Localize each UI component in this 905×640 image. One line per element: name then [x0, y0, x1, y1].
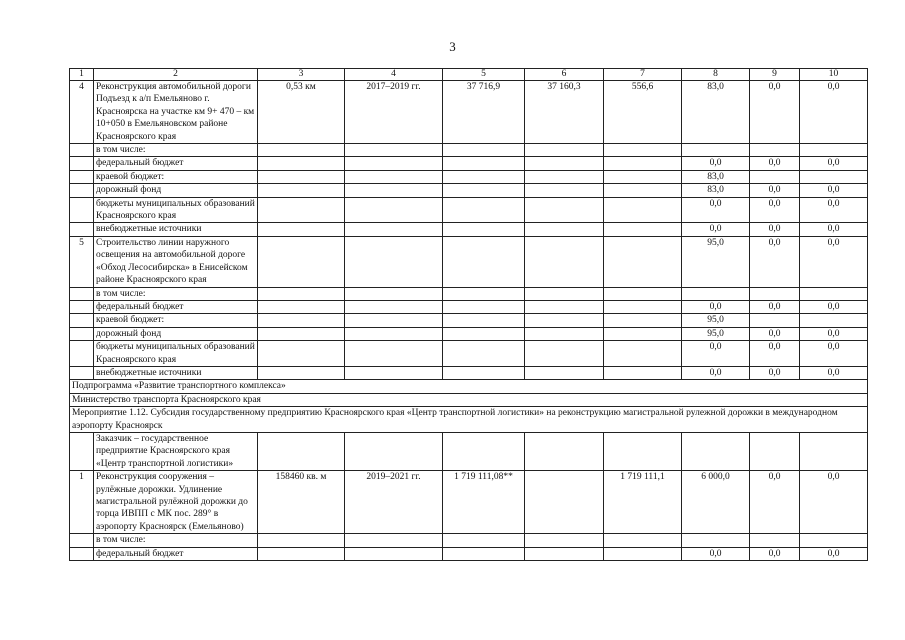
table-row [70, 341, 868, 367]
value-cell: 0,0 [682, 341, 750, 367]
subprogram-row [70, 380, 868, 393]
value-cell: 0,0 [800, 157, 868, 170]
table-row [70, 184, 868, 197]
funding-label: в том числе: [94, 287, 258, 300]
table-row [70, 534, 868, 547]
value-cell: 0,0 [682, 547, 750, 560]
value-cell: 0,0 [800, 547, 868, 560]
value-cell [800, 314, 868, 327]
value-cell: 0,0 [750, 184, 800, 197]
value-cell: 0,0 [750, 327, 800, 340]
table-row [70, 197, 868, 223]
value-cell [750, 144, 800, 157]
page-number: 3 [449, 39, 456, 54]
value-cell: 37 160,3 [525, 81, 604, 144]
value-cell [682, 144, 750, 157]
funding-label: краевой бюджет: [94, 314, 258, 327]
table-row [70, 144, 868, 157]
value-cell: 0,0 [800, 366, 868, 379]
capacity-cell: 158460 кв. м [258, 471, 345, 534]
value-cell: 0,0 [750, 366, 800, 379]
budget-table [69, 68, 868, 561]
subprogram-title: Подпрограмма «Развитие транспортного комплекса» [70, 380, 868, 393]
customer-label: Заказчик – государственное предприятие Красноярского края «Центр транспортной логистики» [94, 432, 258, 470]
value-cell [800, 287, 868, 300]
value-cell [800, 144, 868, 157]
value-cell: 95,0 [682, 314, 750, 327]
value-cell [750, 287, 800, 300]
header-cell: 5 [443, 69, 525, 81]
project-name: Реконструкция автомобильной дороги Подъезд к а/п Емельяново г. Красноярска на участке км 9+ 470 – км 10+050 в Емельяновском районе Красноярского края [94, 81, 258, 144]
funding-label: федеральный бюджет [94, 157, 258, 170]
funding-label: бюджеты муниципальных образований Красноярского края [94, 197, 258, 223]
value-cell: 0,0 [682, 366, 750, 379]
value-cell: 0,0 [750, 341, 800, 367]
value-cell [750, 534, 800, 547]
value-cell: 95,0 [682, 236, 750, 287]
value-cell: 95,0 [682, 327, 750, 340]
value-cell: 0,0 [750, 197, 800, 223]
table-row [70, 300, 868, 313]
value-cell: 83,0 [682, 184, 750, 197]
value-cell: 556,6 [604, 81, 682, 144]
funding-label: в том числе: [94, 144, 258, 157]
value-cell: 6 000,0 [682, 471, 750, 534]
value-cell [682, 534, 750, 547]
value-cell: 0,0 [682, 223, 750, 236]
value-cell: 0,0 [800, 223, 868, 236]
value-cell: 0,0 [750, 471, 800, 534]
row-number: 5 [70, 236, 94, 287]
capacity-cell: 0,53 км [258, 81, 345, 144]
value-cell: 83,0 [682, 170, 750, 183]
header-cell: 6 [525, 69, 604, 81]
cost-cell: 1 719 111,08** [443, 471, 525, 534]
value-cell: 0,0 [800, 300, 868, 313]
measure-title: Мероприятие 1.12. Субсидия государственному предприятию Красноярского края «Центр транспортной логистики» на реконструкцию магистральной рулежной дорожки в международном аэропорту Красноярск [70, 407, 868, 433]
value-cell: 0,0 [750, 547, 800, 560]
funding-label: краевой бюджет: [94, 170, 258, 183]
value-cell: 0,0 [750, 236, 800, 287]
value-cell [525, 471, 604, 534]
funding-label: в том числе: [94, 534, 258, 547]
value-cell: 0,0 [800, 327, 868, 340]
ministry-row [70, 393, 868, 406]
value-cell [750, 170, 800, 183]
project-name: Строительство линии наружного освещения на автомобильной дороге «Обход Лесосибирска» в Енисейском районе Красноярского края [94, 236, 258, 287]
value-cell: 0,0 [800, 341, 868, 367]
funding-label: бюджеты муниципальных образований Красноярского края [94, 341, 258, 367]
value-cell [800, 170, 868, 183]
period-cell: 2017–2019 гг. [345, 81, 443, 144]
header-cell: 8 [682, 69, 750, 81]
table-row [70, 471, 868, 534]
table-row [70, 366, 868, 379]
table-row [70, 547, 868, 560]
header-cell: 7 [604, 69, 682, 81]
value-cell: 0,0 [750, 300, 800, 313]
table-row [70, 223, 868, 236]
value-cell: 0,0 [800, 184, 868, 197]
period-cell: 2019–2021 гг. [345, 471, 443, 534]
value-cell [750, 314, 800, 327]
value-cell: 0,0 [800, 197, 868, 223]
table-row [70, 81, 868, 144]
row-number: 4 [70, 81, 94, 144]
table-row [70, 236, 868, 287]
table-row [70, 327, 868, 340]
header-cell: 9 [750, 69, 800, 81]
header-cell: 3 [258, 69, 345, 81]
table-row [70, 157, 868, 170]
funding-label: внебюджетные источники [94, 366, 258, 379]
measure-row [70, 407, 868, 433]
funding-label: федеральный бюджет [94, 547, 258, 560]
header-cell: 2 [94, 69, 258, 81]
value-cell: 0,0 [682, 157, 750, 170]
table-row [70, 314, 868, 327]
funding-label: дорожный фонд [94, 184, 258, 197]
cost-cell: 37 716,9 [443, 81, 525, 144]
header-cell: 1 [70, 69, 94, 81]
funding-label: внебюджетные источники [94, 223, 258, 236]
value-cell [800, 534, 868, 547]
funding-label: дорожный фонд [94, 327, 258, 340]
value-cell: 0,0 [800, 236, 868, 287]
project-name: Реконструкция сооружения – рулёжные дорожки. Удлинение магистральной рулёжной дорожки до торца ИВПП с МК пос. 289° в аэропорту Красноярск (Емельяново) [94, 471, 258, 534]
value-cell: 0,0 [750, 223, 800, 236]
value-cell: 83,0 [682, 81, 750, 144]
value-cell: 0,0 [750, 81, 800, 144]
value-cell: 0,0 [800, 81, 868, 144]
value-cell: 0,0 [682, 300, 750, 313]
table-row [70, 432, 868, 470]
value-cell: 1 719 111,1 [604, 471, 682, 534]
row-number: 1 [70, 471, 94, 534]
table-row [70, 170, 868, 183]
table-header-row [70, 69, 868, 81]
funding-label: федеральный бюджет [94, 300, 258, 313]
value-cell [682, 287, 750, 300]
ministry-title: Министерство транспорта Красноярского края [70, 393, 868, 406]
value-cell: 0,0 [750, 157, 800, 170]
value-cell: 0,0 [800, 471, 868, 534]
header-cell: 10 [800, 69, 868, 81]
table-row [70, 287, 868, 300]
header-cell: 4 [345, 69, 443, 81]
value-cell: 0,0 [682, 197, 750, 223]
